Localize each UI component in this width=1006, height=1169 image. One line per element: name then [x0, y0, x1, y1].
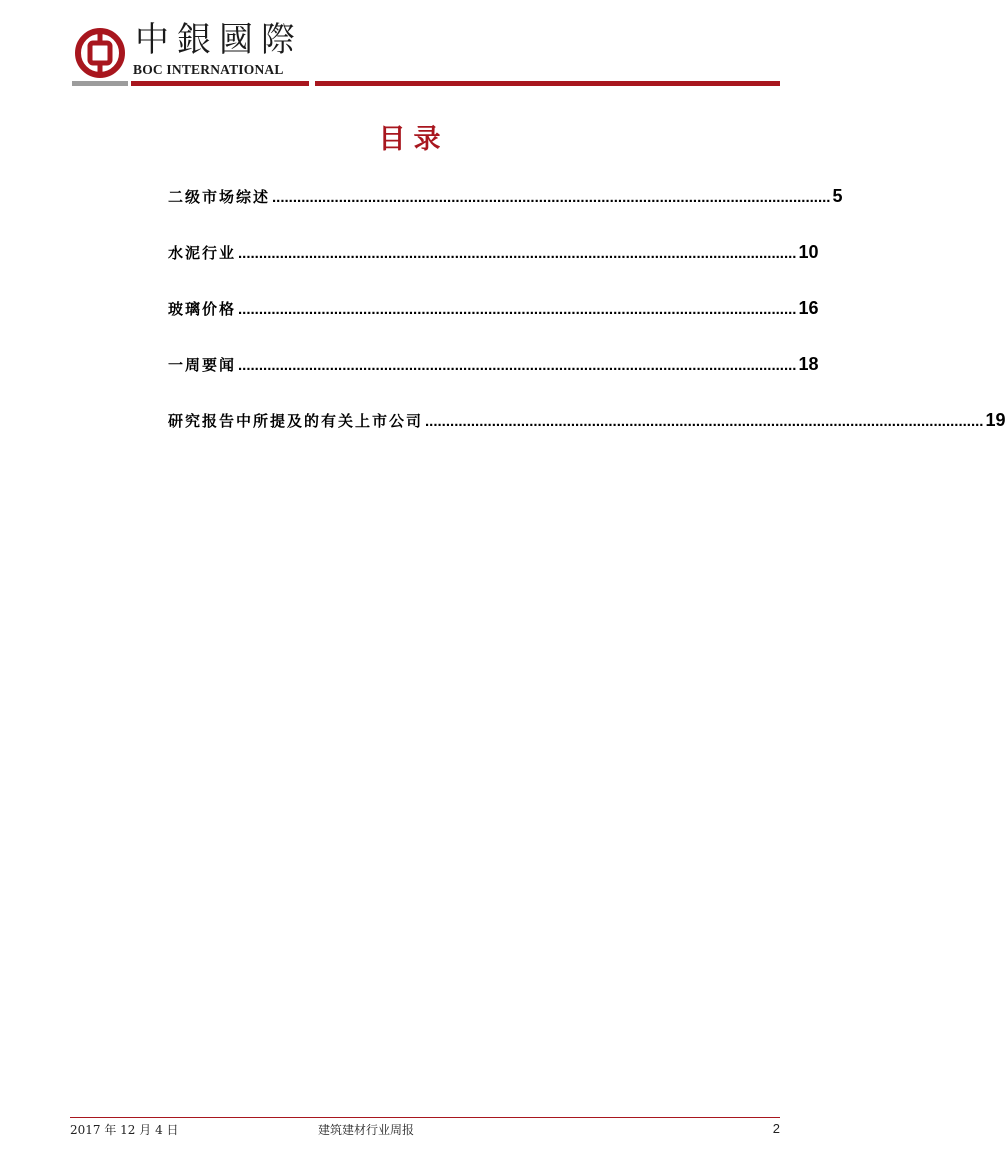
footer-date: 2017 年 12 月 4 日 — [70, 1123, 179, 1137]
footer-rule — [70, 1117, 780, 1118]
toc-entry-label: 水泥行业 — [168, 244, 237, 262]
footer-page-number: 2 — [772, 1121, 780, 1136]
toc-leader-dots: ...................................................................................................................................... — [238, 245, 797, 262]
toc-leader-dots: ...................................................................................................................................... — [425, 413, 984, 430]
toc-entry-page: 18 — [798, 354, 819, 374]
toc-entry[interactable] — [168, 242, 819, 298]
toc-entry[interactable] — [168, 186, 843, 242]
toc-entry-label: 玻璃价格 — [168, 300, 237, 318]
toc-entry-page: 5 — [832, 186, 843, 206]
toc-leader-dots: ...................................................................................................................................... — [238, 301, 797, 318]
toc-title: 目录 — [378, 124, 449, 155]
toc-leader-dots: ...................................................................................................................................... — [238, 357, 797, 374]
toc-entry[interactable] — [168, 298, 819, 354]
logo-english-text: BOC INTERNATIONAL — [133, 62, 284, 77]
toc-leader-dots: ...................................................................................................................................... — [272, 189, 831, 206]
header-rule-red-long — [315, 81, 780, 86]
footer-report-name: 建筑建材行业周报 — [318, 1123, 415, 1137]
toc-entry-label: 二级市场综述 — [168, 188, 271, 206]
toc-entry[interactable] — [168, 410, 1006, 466]
header-rule-grey — [72, 81, 128, 86]
toc-entry-label: 一周要闻 — [168, 356, 237, 374]
toc-entry-page: 19 — [985, 410, 1006, 430]
table-of-contents — [168, 186, 1006, 466]
toc-entry-page: 10 — [798, 242, 819, 262]
toc-entry-label: 研究报告中所提及的有关上市公司 — [168, 412, 424, 430]
boc-international-logo — [75, 22, 315, 80]
header-rule-red — [131, 81, 309, 86]
toc-entry-page: 16 — [798, 298, 819, 318]
logo-chinese-text: 中銀國際 — [135, 20, 303, 60]
bank-of-china-emblem-icon — [75, 28, 125, 78]
toc-entry[interactable] — [168, 354, 819, 410]
